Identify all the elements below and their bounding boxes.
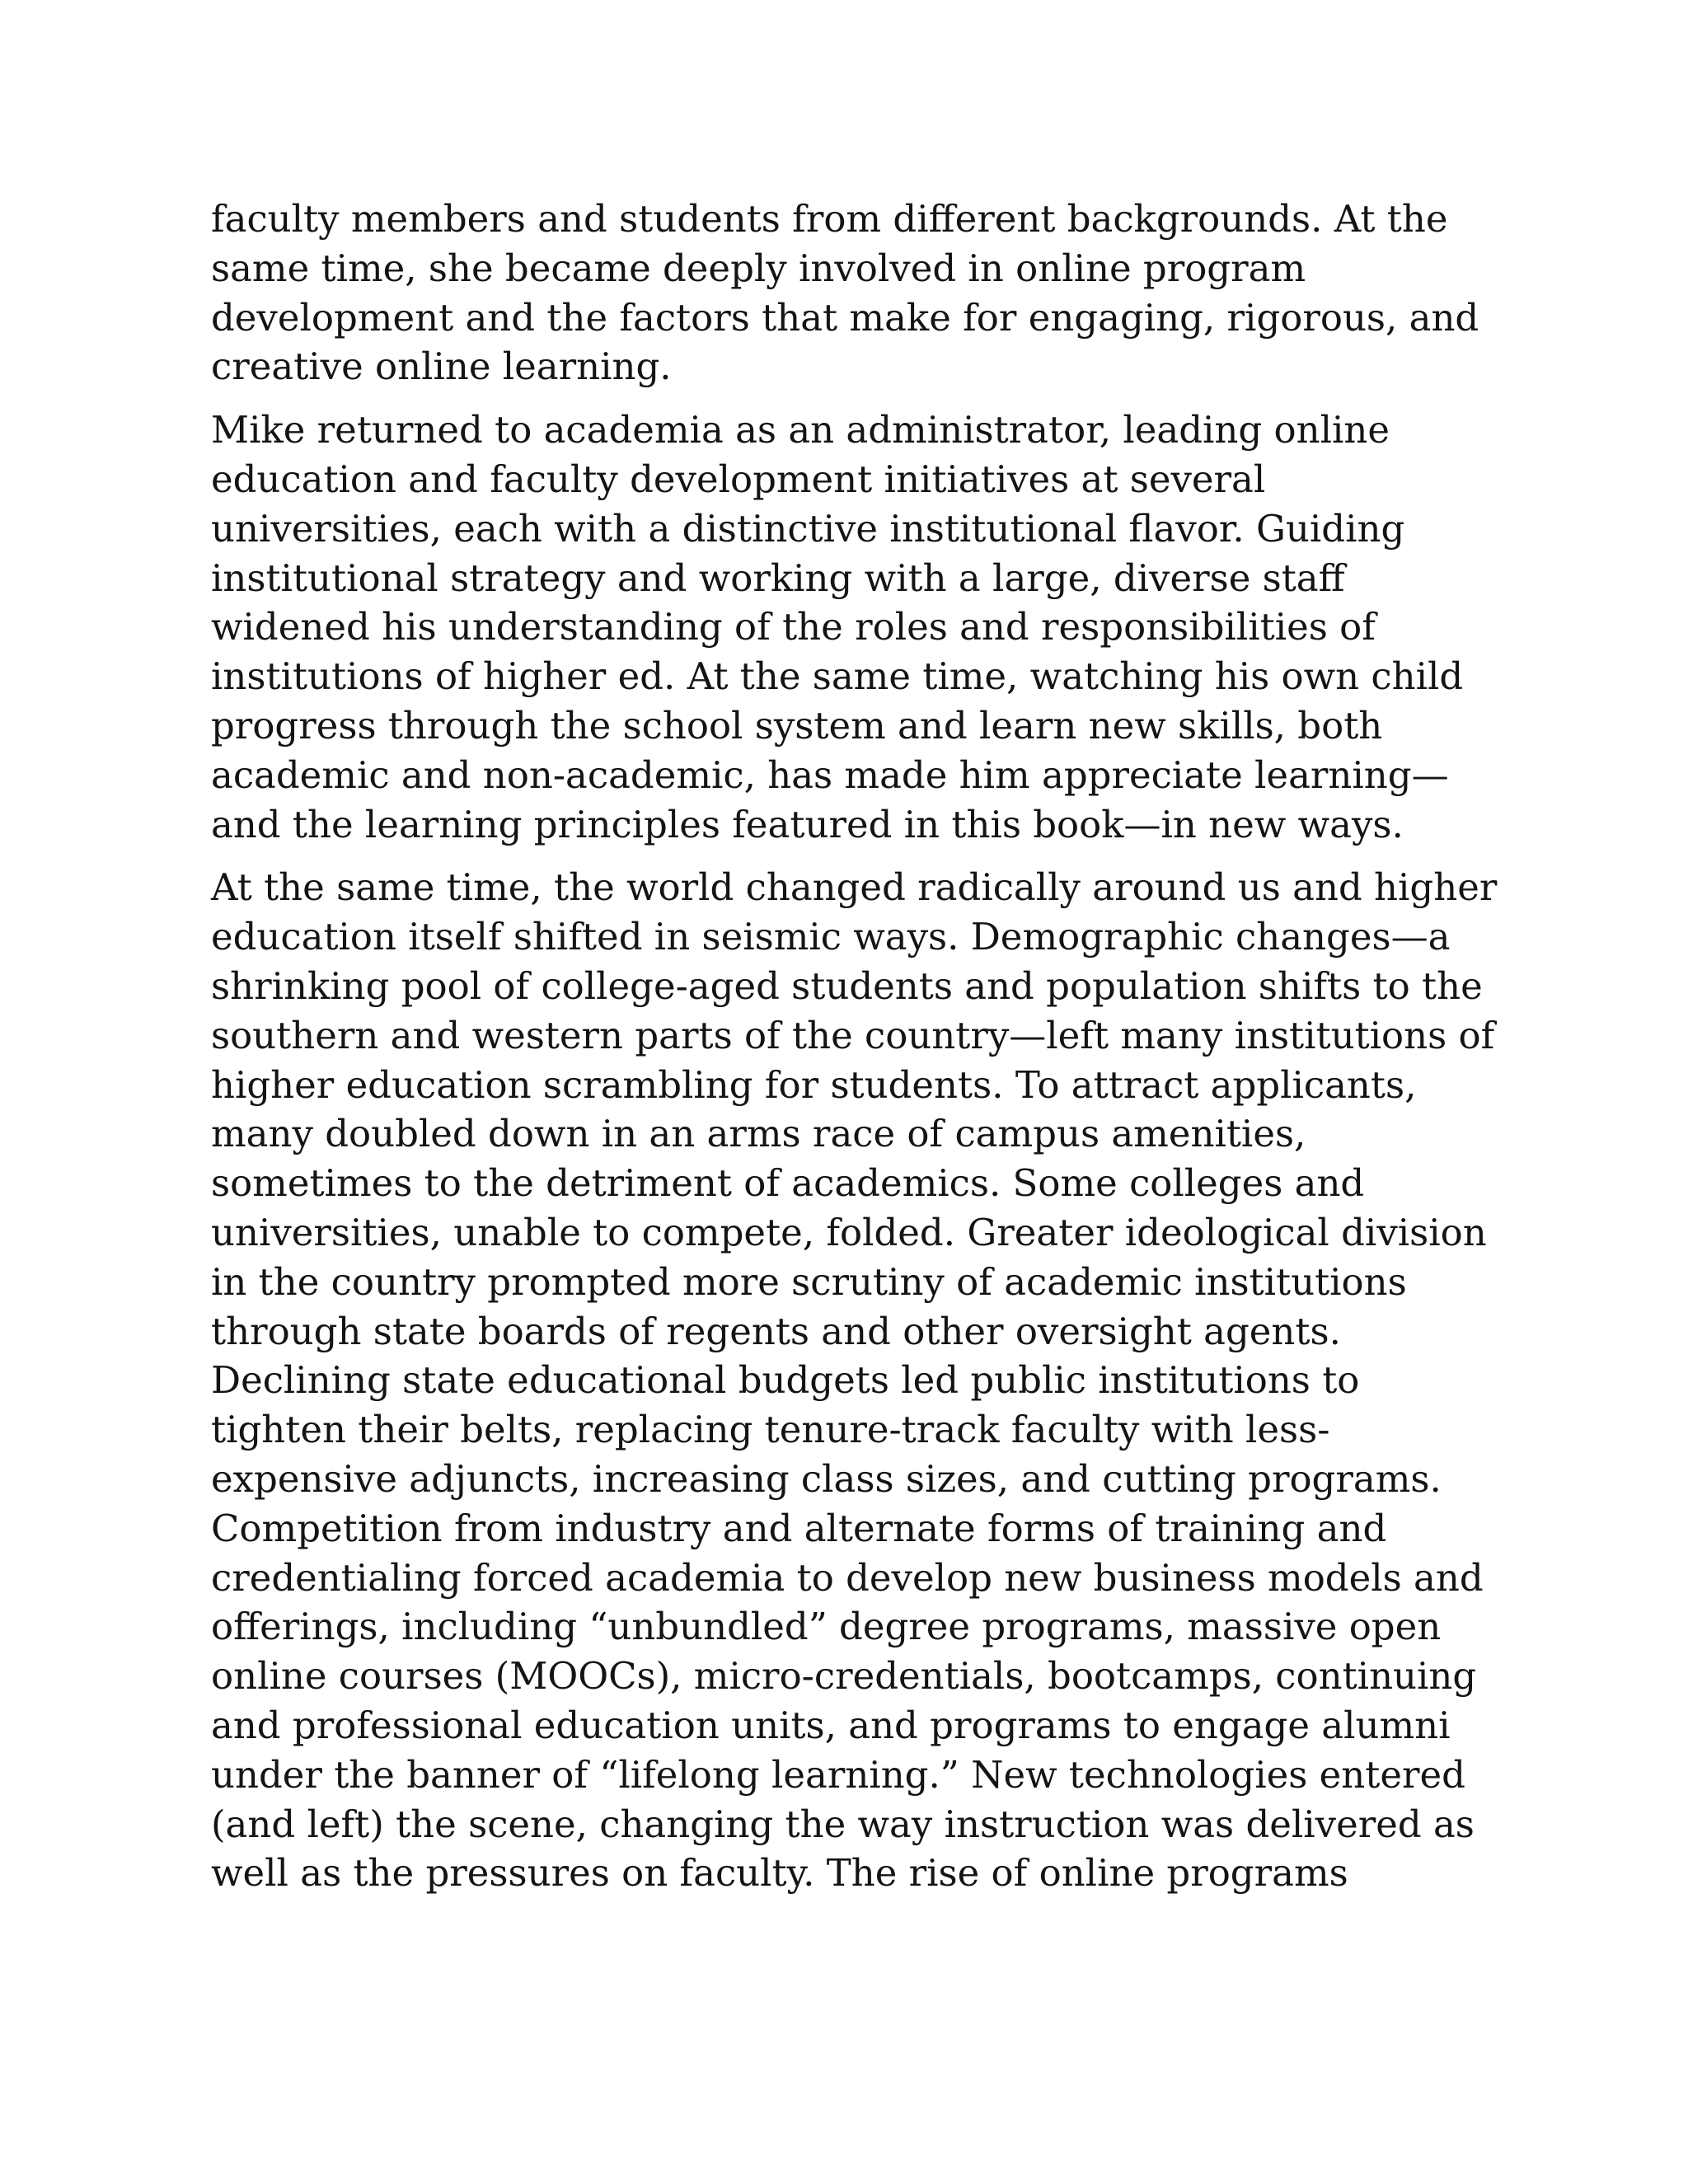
- text-line: universities, each with a distinctive institutional flavor. Guiding: [211, 506, 1405, 551]
- paragraph: [211, 194, 1530, 391]
- text-line: expensive adjuncts, increasing class sizes, and cutting programs.: [211, 1456, 1442, 1501]
- text-line: under the banner of “lifelong learning.” New technologies entered: [211, 1752, 1465, 1797]
- text-line: sometimes to the detriment of academics. Some colleges and: [211, 1161, 1365, 1206]
- text-line: Mike returned to academia as an administrator, leading online: [211, 408, 1390, 452]
- document-page: [211, 194, 1530, 1912]
- text-line: many doubled down in an arms race of campus amenities,: [211, 1112, 1306, 1156]
- paragraph: [211, 863, 1530, 1898]
- text-line: shrinking pool of college-aged students and population shifts to the: [211, 963, 1483, 1008]
- text-line: widened his understanding of the roles and responsibilities of: [211, 605, 1376, 649]
- text-line: education itself shifted in seismic ways. Demographic changes—a: [211, 915, 1451, 959]
- text-line: through state boards of regents and other oversight agents.: [211, 1309, 1341, 1353]
- text-line: education and faculty development initiatives at several: [211, 457, 1266, 501]
- text-line: offerings, including “unbundled” degree programs, massive open: [211, 1605, 1442, 1649]
- text-line: online courses (MOOCs), micro-credentials, bootcamps, continuing: [211, 1654, 1477, 1699]
- text-line: universities, unable to compete, folded. Greater ideological division: [211, 1210, 1487, 1254]
- text-line: Competition from industry and alternate forms of training and: [211, 1506, 1387, 1550]
- text-line: institutions of higher ed. At the same time, watching his own child: [211, 654, 1464, 699]
- text-line: higher education scrambling for students. To attract applicants,: [211, 1062, 1417, 1107]
- text-line: creative online learning.: [211, 344, 672, 389]
- text-line: development and the factors that make for engaging, rigorous, and: [211, 295, 1479, 340]
- text-line: institutional strategy and working with a large, diverse staff: [211, 555, 1345, 600]
- text-line: academic and non-academic, has made him appreciate learning—: [211, 752, 1449, 797]
- text-line: in the country prompted more scrutiny of academic institutions: [211, 1259, 1407, 1304]
- text-line: faculty members and students from different backgrounds. At the: [211, 197, 1448, 241]
- text-line: (and left) the scene, changing the way instruction was delivered as: [211, 1802, 1475, 1846]
- text-line: tighten their belts, replacing tenure-track faculty with less-: [211, 1408, 1330, 1452]
- text-line: well as the pressures on faculty. The rise of online programs: [211, 1851, 1348, 1896]
- text-line: progress through the school system and learn new skills, both: [211, 703, 1383, 748]
- text-line: and the learning principles featured in this book—in new ways.: [211, 802, 1404, 846]
- text-line: southern and western parts of the country—left many institutions of: [211, 1013, 1495, 1057]
- text-line: credentialing forced academia to develop new business models and: [211, 1555, 1484, 1600]
- text-line: and professional education units, and programs to engage alumni: [211, 1703, 1451, 1747]
- paragraph: [211, 405, 1530, 849]
- text-line: At the same time, the world changed radically around us and higher: [211, 865, 1498, 910]
- text-line: same time, she became deeply involved in online program: [211, 246, 1306, 290]
- text-line: Declining state educational budgets led public institutions to: [211, 1358, 1360, 1403]
